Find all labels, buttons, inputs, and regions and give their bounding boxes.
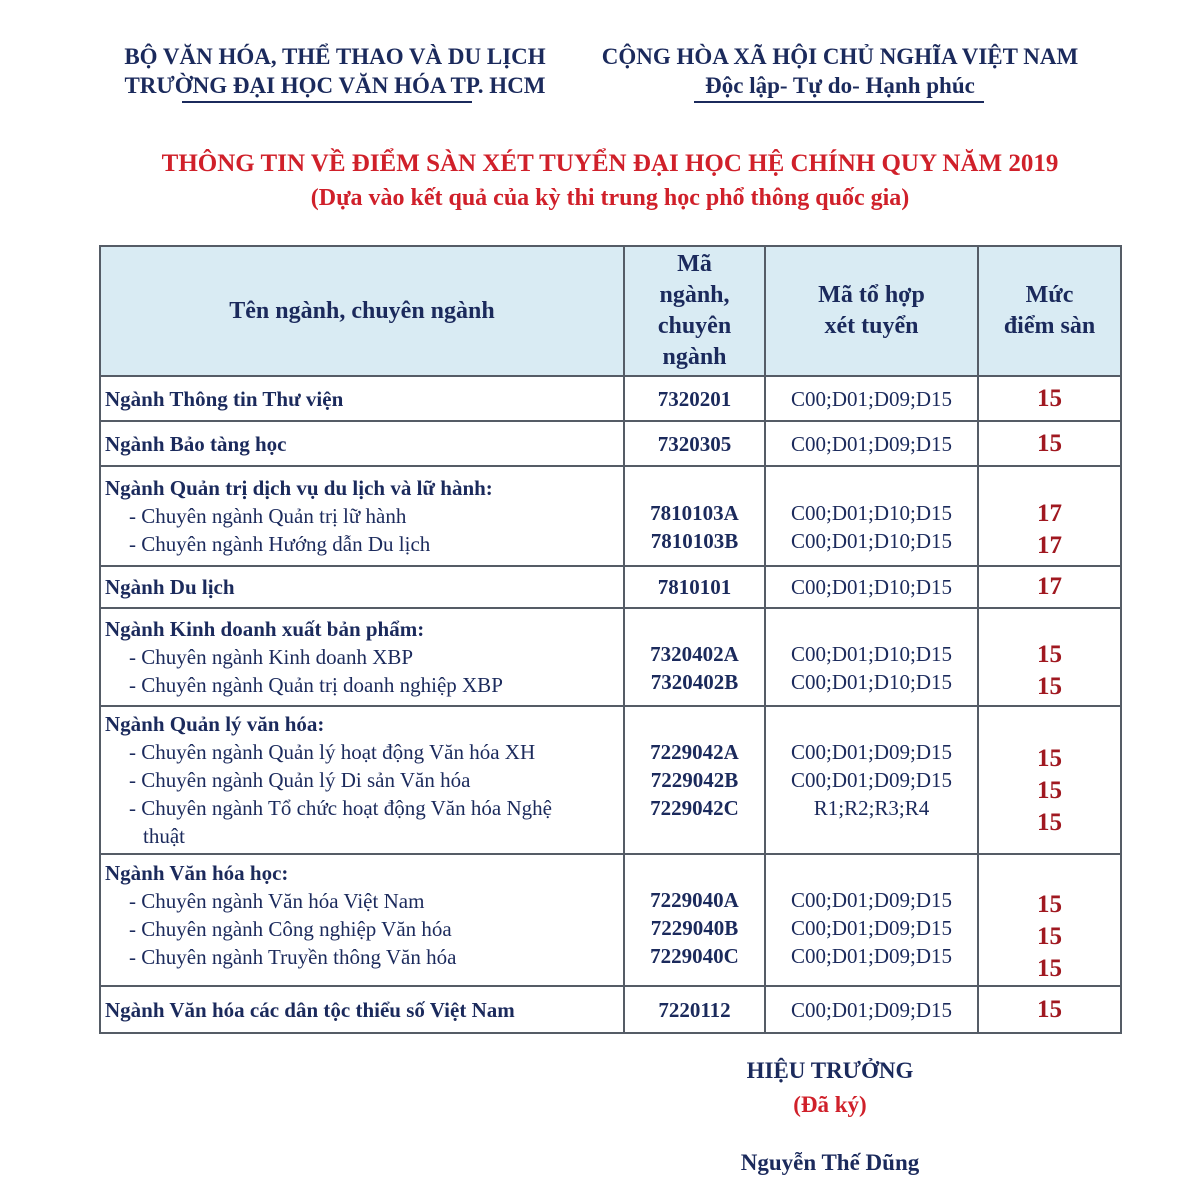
major-group [100,706,624,854]
specialization-codes: 7229040A 7229040B 7229040C [624,854,765,986]
specialization-name: - Chuyên ngành Hướng dẫn Du lịch [129,532,431,556]
specialization-name: - Chuyên ngành Quản lý hoạt động Văn hóa XH [129,740,536,764]
major-code: 7810101 [624,566,765,608]
subject-combo: C00;D01;D09;D15 [765,376,978,421]
signatory-name: Nguyễn Thế Dũng [740,1150,920,1175]
document-subtitle: (Dựa vào kết quả của kỳ thi trung học phổ thông quốc gia) [310,185,910,211]
table-row [100,706,1121,854]
header-subject-combo: Mã tổ hợp xét tuyển [765,246,978,376]
left-header-underline [182,101,472,103]
table-row [100,854,1121,986]
major-name: Ngành Thông tin Thư viện [100,376,624,421]
specialization-codes: 7229042A 7229042B 7229042C [624,706,765,854]
floor-scores: 15 15 15 [978,854,1121,986]
major-name: Ngành Bảo tàng học [100,421,624,466]
specialization-name: - Chuyên ngành Công nghiệp Văn hóa [129,917,452,941]
floor-scores: 17 17 [978,466,1121,566]
specialization-codes: 7810103A 7810103B [624,466,765,566]
table-row [100,986,1121,1033]
specialization-name: - Chuyên ngành Kinh doanh XBP [129,645,414,669]
subject-combos: C00;D01;D10;D15 C00;D01;D10;D15 [765,466,978,566]
floor-score: 15 [978,376,1121,421]
major-group [100,608,624,706]
floor-score: 15 [978,421,1121,466]
major-name: Ngành Du lịch [100,566,624,608]
ministry-name: BỘ VĂN HÓA, THỂ THAO VÀ DU LỊCH [124,44,546,69]
table-row [100,421,1121,466]
major-name: Ngành Quản lý văn hóa: [105,712,325,736]
document-title: THÔNG TIN VỀ ĐIỂM SÀN XÉT TUYỂN ĐẠI HỌC HỆ CHÍNH QUY NĂM 2019 [161,150,1059,177]
floor-scores: 15 15 [978,608,1121,706]
specialization-name: - Chuyên ngành Truyền thông Văn hóa [129,945,457,969]
specialization-name: - Chuyên ngành Văn hóa Việt Nam [129,889,425,913]
table-row [100,466,1121,566]
university-name: TRƯỜNG ĐẠI HỌC VĂN HÓA TP. HCM [124,73,546,98]
subject-combos: C00;D01;D09;D15 C00;D01;D09;D15 C00;D01;D09;D15 [765,854,978,986]
specialization-name: - Chuyên ngành Tổ chức hoạt động Văn hóa Nghệ thuật [129,796,552,848]
major-name: Ngành Văn hóa học: [105,861,289,885]
country-name: CỘNG HÒA XÃ HỘI CHỦ NGHĨA VIỆT NAM [601,44,1079,69]
major-name: Ngành Văn hóa các dân tộc thiểu số Việt Nam [100,986,624,1033]
specialization-name: - Chuyên ngành Quản trị doanh nghiệp XBP [129,673,503,697]
header-major-name: Tên ngành, chuyên ngành [100,246,624,376]
major-code: 7320305 [624,421,765,466]
major-group [100,466,624,566]
header-major-code: Mã ngành, chuyên ngành [624,246,765,376]
subject-combos: C00;D01;D09;D15 C00;D01;D09;D15 R1;R2;R3;R4 [765,706,978,854]
subject-combos: C00;D01;D10;D15 C00;D01;D10;D15 [765,608,978,706]
major-group [100,854,624,986]
national-motto: Độc lập- Tự do- Hạnh phúc [705,73,975,98]
signature-note: (Đã ký) [793,1092,867,1117]
table-row [100,566,1121,608]
table-row [100,376,1121,421]
major-name: Ngành Quản trị dịch vụ du lịch và lữ hành: [105,476,493,500]
major-code: 7220112 [624,986,765,1033]
subject-combo: C00;D01;D09;D15 [765,421,978,466]
table-row [100,608,1121,706]
specialization-codes: 7320402A 7320402B [624,608,765,706]
specialization-name: - Chuyên ngành Quản trị lữ hành [129,504,407,528]
admission-score-table [99,245,1122,1034]
signature-title: HIỆU TRƯỞNG [746,1058,914,1083]
right-header-underline [694,101,984,103]
ministry-header [100,42,570,100]
floor-scores: 15 15 15 [978,706,1121,854]
table-header-row [100,246,1121,376]
floor-score: 17 [978,566,1121,608]
floor-score: 15 [978,986,1121,1033]
header-floor-score: Mức điểm sàn [978,246,1121,376]
major-code: 7320201 [624,376,765,421]
subject-combo: C00;D01;D10;D15 [765,566,978,608]
major-name: Ngành Kinh doanh xuất bản phẩm: [105,617,425,641]
national-header [580,42,1100,100]
subject-combo: C00;D01;D09;D15 [765,986,978,1033]
specialization-name: - Chuyên ngành Quản lý Di sản Văn hóa [129,768,471,792]
